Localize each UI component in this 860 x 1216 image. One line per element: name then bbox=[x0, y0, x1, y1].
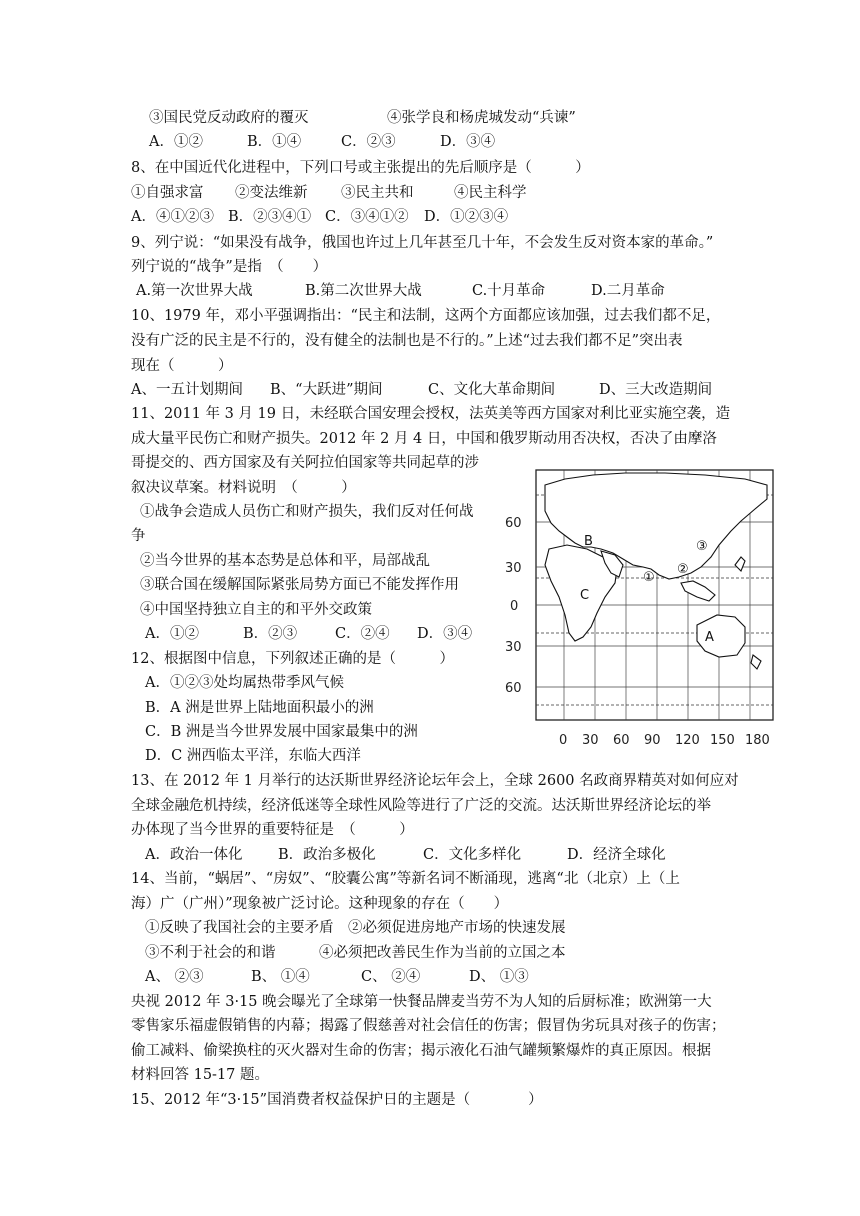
q8-item-3: ③民主共和 bbox=[341, 185, 414, 201]
q9-option-b: B.第二次世界大战 bbox=[305, 283, 422, 299]
q8-option-d: D．①②③④ bbox=[424, 209, 509, 225]
map-continents bbox=[545, 473, 767, 669]
q7-item-4: ④张学良和杨虎城发动“兵谏” bbox=[387, 110, 576, 126]
q11-item-3: ③联合国在缓解国际紧张局势方面已不能发挥作用 bbox=[140, 577, 459, 593]
q8-stem: 8、在中国近代化进程中，下列口号或主张提出的先后顺序是（ ） bbox=[131, 160, 590, 176]
q9-option-d: D.二月革命 bbox=[591, 283, 665, 299]
lon-label-0: 0 bbox=[559, 733, 568, 747]
q13-option-b: B．政治多极化 bbox=[278, 847, 376, 863]
q11-item-4: ④中国坚持独立自主的和平外交政策 bbox=[140, 602, 372, 618]
map-mark-2: ② bbox=[677, 562, 689, 577]
q11-option-b: B．②③ bbox=[243, 626, 298, 642]
q14-option-b: B、 ①④ bbox=[251, 969, 310, 985]
new-zealand bbox=[751, 655, 761, 669]
q9-option-c: C.十月革命 bbox=[472, 283, 546, 299]
q11-option-a: A．①② bbox=[145, 626, 199, 642]
q13-option-a: A．政治一体化 bbox=[145, 847, 243, 863]
lon-label-150: 150 bbox=[710, 733, 735, 747]
q14-stem-line2: 海）广（广州）”现象被广泛讨论。这种现象的存在（ ） bbox=[131, 896, 509, 912]
q13-option-c: C．文化多样化 bbox=[423, 847, 522, 863]
q11-option-c: C．②④ bbox=[335, 626, 390, 642]
q10-option-a: A、一五计划期间 bbox=[131, 382, 243, 398]
q9-stem-line1: 9、列宁说：“如果没有战争，俄国也许过上几年甚至几十年，不会发生反对资本家的革命。” bbox=[131, 235, 714, 251]
q14-option-c: C、 ②④ bbox=[361, 969, 421, 985]
lat-label-30n: 30 bbox=[505, 561, 522, 576]
q11-item-1: ①战争会造成人员伤亡和财产损失，我们反对任何战 bbox=[140, 504, 474, 520]
q11-stem-line1: 11、2011 年 3 月 19 日，未经联合国安理会授权，法英美等西方国家对利比亚实施空袭，造 bbox=[131, 406, 731, 422]
q14-option-d: D、 ①③ bbox=[469, 969, 529, 985]
map-mark-3: ③ bbox=[696, 539, 708, 554]
q9-option-a: A.第一次世界大战 bbox=[136, 283, 253, 299]
q15-stem: 15、2012 年“3·15”国消费者权益保护日的主题是（ ） bbox=[131, 1092, 543, 1108]
q8-option-b: B．②③④① bbox=[228, 209, 312, 225]
q11-stem-line3: 哥提交的、西方国家及有关阿拉伯国家等共同起草的涉 bbox=[131, 455, 479, 471]
q14-items-3-4: ③不利于社会的和谐 ④必须把改善民生作为当前的立国之本 bbox=[145, 945, 566, 961]
passage-line1: 央视 2012 年 3·15 晚会曝光了全球第一快餐品牌麦当劳不为人知的后厨标准；欧洲第一大 bbox=[131, 994, 712, 1010]
q7-option-a: A．①② bbox=[149, 134, 203, 150]
q13-stem-line1: 13、在 2012 年 1 月举行的达沃斯世界经济论坛年会上，全球 2600 名政商界精英对如何应对 bbox=[131, 773, 739, 789]
passage-line3: 偷工减料、偷梁换柱的灭火器对生命的伤害；揭示液化石油气罐频繁爆炸的真正原因。根据 bbox=[131, 1043, 711, 1059]
map-mark-a: A bbox=[705, 630, 714, 645]
passage-line4: 材料回答 15-17 题。 bbox=[131, 1067, 270, 1083]
lon-label-180: 180 bbox=[745, 733, 770, 747]
q10-stem-line1: 10、1979 年，邓小平强调指出：“民主和法制，这两个方面都应该加强，过去我们都不足， bbox=[131, 308, 721, 324]
q10-option-c: C、文化大革命期间 bbox=[428, 382, 556, 398]
q7-item-3: ③国民党反动政府的覆灭 bbox=[149, 110, 309, 126]
lat-label-60n: 60 bbox=[505, 516, 522, 531]
q10-option-d: D、三大改造期间 bbox=[599, 382, 713, 398]
q12-option-a: A．①②③处均属热带季风气候 bbox=[145, 675, 344, 691]
q12-option-b: B．A 洲是世界上陆地面积最小的洲 bbox=[145, 700, 374, 716]
lat-label-0: 0 bbox=[510, 599, 519, 614]
q10-option-b: B、“大跃进”期间 bbox=[270, 382, 383, 398]
southeast-asia-islands bbox=[681, 581, 715, 601]
q11-item-2: ②当今世界的基本态势是总体和平，局部战乱 bbox=[140, 553, 430, 569]
lon-label-120: 120 bbox=[675, 733, 700, 747]
q11-item-1-cont: 争 bbox=[131, 528, 146, 544]
q8-item-4: ④民主科学 bbox=[454, 185, 527, 201]
q13-stem-line3: 办体现了当今世界的重要特征是 （ ） bbox=[131, 822, 414, 838]
map-mark-b: B bbox=[584, 534, 593, 549]
q7-option-d: D．③④ bbox=[440, 134, 496, 150]
map-mark-c: C bbox=[580, 588, 590, 603]
japan-islands bbox=[735, 557, 745, 571]
lat-label-60s: 60 bbox=[505, 681, 522, 696]
q8-option-c: C．③④①② bbox=[325, 209, 409, 225]
q14-items-1-2: ①反映了我国社会的主要矛盾 ②必须促进房地产市场的快速发展 bbox=[145, 920, 566, 936]
lon-label-60: 60 bbox=[613, 733, 630, 747]
q11-stem-line4: 叙决议草案。材料说明 （ ） bbox=[131, 480, 356, 496]
q7-option-b: B．①④ bbox=[247, 134, 302, 150]
q14-stem-line1: 14、当前，“蜗居”、“房奴”、“胶囊公寓”等新名词不断涌现，逃离“北（北京）上（上 bbox=[131, 871, 680, 887]
q11-option-d: D．③④ bbox=[417, 626, 473, 642]
q7-option-c: C．②③ bbox=[341, 134, 396, 150]
passage-line2: 零售家乐福虚假销售的内幕；揭露了假慈善对社会信任的伤害；假冒伪劣玩具对孩子的伤害； bbox=[131, 1018, 726, 1034]
lon-label-90: 90 bbox=[644, 733, 661, 747]
q8-option-a: A．④①②③ bbox=[131, 209, 214, 225]
q8-item-1: ①自强求富 bbox=[131, 185, 204, 201]
lat-label-30s: 30 bbox=[505, 640, 522, 655]
world-map-figure bbox=[505, 465, 780, 747]
q10-stem-line3: 现在（ ） bbox=[131, 358, 233, 374]
q12-option-d: D．C 洲西临太平洋，东临大西洋 bbox=[145, 748, 361, 764]
q14-option-a: A、 ②③ bbox=[145, 969, 204, 985]
q11-stem-line2: 成大量平民伤亡和财产损失。2012 年 2 月 4 日，中国和俄罗斯动用否决权，否决了由摩洛 bbox=[131, 431, 717, 447]
map-mark-1: ① bbox=[643, 570, 655, 585]
q12-option-c: C．B 洲是当今世界发展中国家最集中的洲 bbox=[145, 724, 418, 740]
q13-option-d: D．经济全球化 bbox=[567, 847, 666, 863]
q8-item-2: ②变法维新 bbox=[235, 185, 308, 201]
q12-stem: 12、根据图中信息，下列叙述正确的是（ ） bbox=[131, 651, 454, 667]
q13-stem-line2: 全球金融危机持续，经济低迷等全球性风险等进行了广泛的交流。达沃斯世界经济论坛的举 bbox=[131, 798, 711, 814]
lon-label-30: 30 bbox=[582, 733, 599, 747]
q9-stem-line2: 列宁说的“战争”是指 （ ） bbox=[131, 259, 328, 275]
q10-stem-line2: 没有广泛的民主是不行的，没有健全的法制也是不行的。”上述“过去我们都不足”突出表 bbox=[131, 333, 683, 349]
